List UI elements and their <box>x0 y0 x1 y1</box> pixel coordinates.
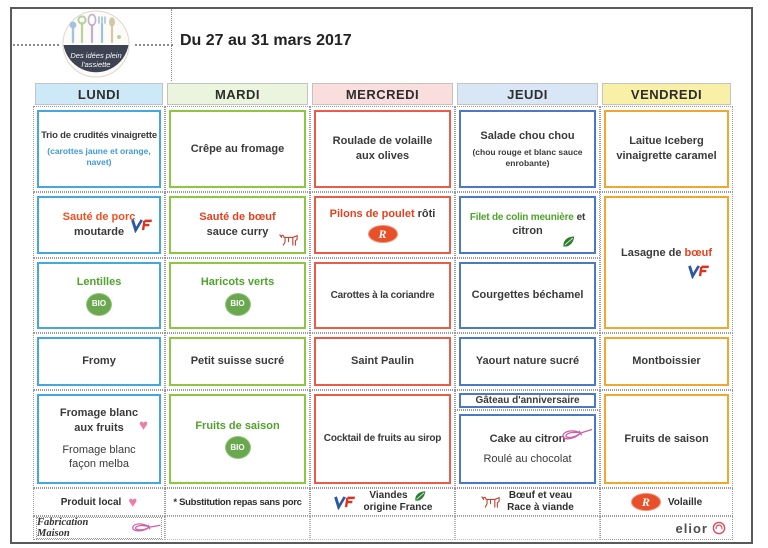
dish-title: Carottes à la coriandre <box>330 289 435 301</box>
menu-cell-lundi-plat <box>33 192 165 258</box>
legend-empty-cell <box>310 516 455 540</box>
menu-cell-jeudi-laitage <box>455 333 600 390</box>
legend-produit-local <box>33 488 165 516</box>
legend-label: Race à viande <box>507 502 574 513</box>
dish-title: Courgettes béchamel <box>471 289 584 302</box>
dish-title: Petit suisse sucré <box>190 355 285 368</box>
menu-cell-mercredi-entree <box>310 106 455 192</box>
dish-alt: Roulé au chocolat <box>483 452 572 465</box>
dish-title: Filet de colin meunière <box>469 211 574 223</box>
viandes-de-france-icon <box>130 218 154 233</box>
legend-empty-cell <box>455 516 600 540</box>
dish-detail: citron <box>512 225 543 238</box>
menu-cell-lundi-dessert <box>33 390 165 488</box>
menu-cell-mercredi-dessert <box>310 390 455 488</box>
day-header-vendredi: VENDREDI <box>602 83 731 105</box>
leaf-icon <box>561 235 576 248</box>
dish-note: (chou rouge et blanc sauce enrobante) <box>472 146 583 168</box>
dish-alt-line1: Fromage blanc <box>62 443 136 456</box>
heart-icon: ♥ <box>128 493 138 511</box>
dish-title: Haricots verts <box>200 276 275 289</box>
menu-cell-vendredi-laitage <box>600 333 733 390</box>
legend-brand <box>600 516 733 540</box>
dish-title: Fruits de saison <box>195 419 280 432</box>
dish-title: Montboissier <box>632 355 701 368</box>
dish-prefix: Lasagne de <box>620 246 682 259</box>
menu-cell-mercredi-plat <box>310 192 455 258</box>
menu-cell-vendredi-entree <box>600 106 733 192</box>
menu-cell-mardi-dessert <box>165 390 310 488</box>
whisk-icon <box>131 520 161 536</box>
day-header-mercredi: MERCREDI <box>312 83 453 105</box>
legend-label: Fabrication Maison <box>37 517 89 539</box>
dish-title: Saint Paulin <box>351 355 414 368</box>
dish-title: Laitue Iceberg vinaigrette caramel <box>616 135 717 162</box>
heart-icon: ♥ <box>139 417 148 434</box>
leaf-icon <box>413 490 427 502</box>
menu-cell-mercredi-accompagnement <box>310 258 455 333</box>
menu-cell-jeudi-entree <box>455 106 600 192</box>
dish-title: Lentilles <box>76 276 122 289</box>
menu-cell-mercredi-laitage <box>310 333 455 390</box>
legend-label: origine France <box>363 502 433 513</box>
viandes-de-france-icon <box>333 495 357 510</box>
dish-detail: sauce curry <box>206 226 269 238</box>
dish-suffix: rôti <box>417 208 436 221</box>
dish-title: Cake au citron <box>489 432 566 445</box>
day-header-jeudi: JEUDI <box>457 83 598 105</box>
legend-fabrication-maison <box>33 516 165 540</box>
dotted-line <box>13 44 59 46</box>
menu-cell-vendredi-plat <box>600 192 733 333</box>
bio-icon: BIO <box>225 436 251 459</box>
menu-cell-mardi-laitage <box>165 333 310 390</box>
logo-text-line1: Des idées plein <box>70 51 122 60</box>
dish-title-line1: Fromage blanc <box>59 406 139 419</box>
menu-cell-mardi-entree <box>165 106 310 192</box>
dish-title: Sauté de porc <box>62 211 136 224</box>
dish-title: Crêpe au fromage <box>190 142 285 155</box>
logo-text-line2: l'assiette <box>81 60 111 69</box>
dish-title: bœuf <box>684 246 712 259</box>
legend-label: Viandes <box>369 489 408 501</box>
legend-label: Bœuf et veau <box>508 489 573 501</box>
dish-suffix: et <box>576 211 586 223</box>
legend-label: Volaille <box>667 496 703 508</box>
dish-title: Roulade de volaille aux olives <box>332 135 433 162</box>
dish-title: Salade chou chou <box>480 130 575 143</box>
dish-title: Pilons de poulet <box>329 208 415 221</box>
legend-race-a-viande <box>455 488 600 516</box>
dotted-line <box>171 9 172 81</box>
dish-note: (carottes jaune et orange, navet) <box>47 145 151 167</box>
menu-cell-lundi-entree <box>33 106 165 192</box>
day-header-mardi: MARDI <box>167 83 308 105</box>
legend-substitution <box>165 488 310 516</box>
menu-cell-jeudi-accompagnement <box>455 258 600 333</box>
menu-logo <box>58 9 134 81</box>
dish-title: Trio de crudités vinaigrette <box>41 130 157 142</box>
whisk-icon <box>560 424 594 445</box>
cow-icon <box>481 495 500 509</box>
legend-volaille <box>600 488 733 516</box>
elior-logo-icon <box>712 521 726 535</box>
dish-title: Fruits de saison <box>624 432 709 445</box>
dish-title: Yaourt nature sucré <box>475 355 580 368</box>
legend-label: * Substitution repas sans porc <box>173 496 302 508</box>
menu-cell-lundi-laitage <box>33 333 165 390</box>
legend-label: Produit local <box>60 496 122 508</box>
legend <box>33 488 733 540</box>
dish-title: Cocktail de fruits au sirop <box>323 433 442 445</box>
menu-cell-lundi-accompagnement <box>33 258 165 333</box>
menu-table <box>33 82 733 488</box>
menu-cell-jeudi-dessert <box>455 410 600 488</box>
week-title: Du 27 au 31 mars 2017 <box>180 32 352 49</box>
elior-wordmark: elior <box>675 520 708 536</box>
menu-cell-vendredi-dessert <box>600 390 733 488</box>
label-rouge-icon: R <box>631 493 661 511</box>
dish-title-line2: aux fruits <box>74 421 124 434</box>
menu-cell-mardi-accompagnement <box>165 258 310 333</box>
dotted-line <box>135 44 173 46</box>
banner-cell-jeudi <box>455 390 600 410</box>
cow-icon <box>279 233 298 247</box>
dish-title: Sauté de bœuf <box>199 211 276 224</box>
menu-cell-jeudi-plat <box>455 192 600 258</box>
banner-text: Gâteau d'anniversaire <box>475 394 580 406</box>
menu-cell-mardi-plat <box>165 192 310 258</box>
day-header-lundi: LUNDI <box>35 83 163 105</box>
viandes-de-france-icon <box>687 264 711 279</box>
bio-icon: BIO <box>225 293 251 316</box>
label-rouge-icon: R <box>368 225 398 243</box>
bio-icon: BIO <box>86 293 112 316</box>
dish-alt-line2: façon melba <box>69 458 129 471</box>
dish-detail: moutarde <box>73 226 125 238</box>
legend-viandes-france <box>310 488 455 516</box>
dish-title: Fromy <box>82 355 116 368</box>
legend-empty-cell <box>165 516 310 540</box>
